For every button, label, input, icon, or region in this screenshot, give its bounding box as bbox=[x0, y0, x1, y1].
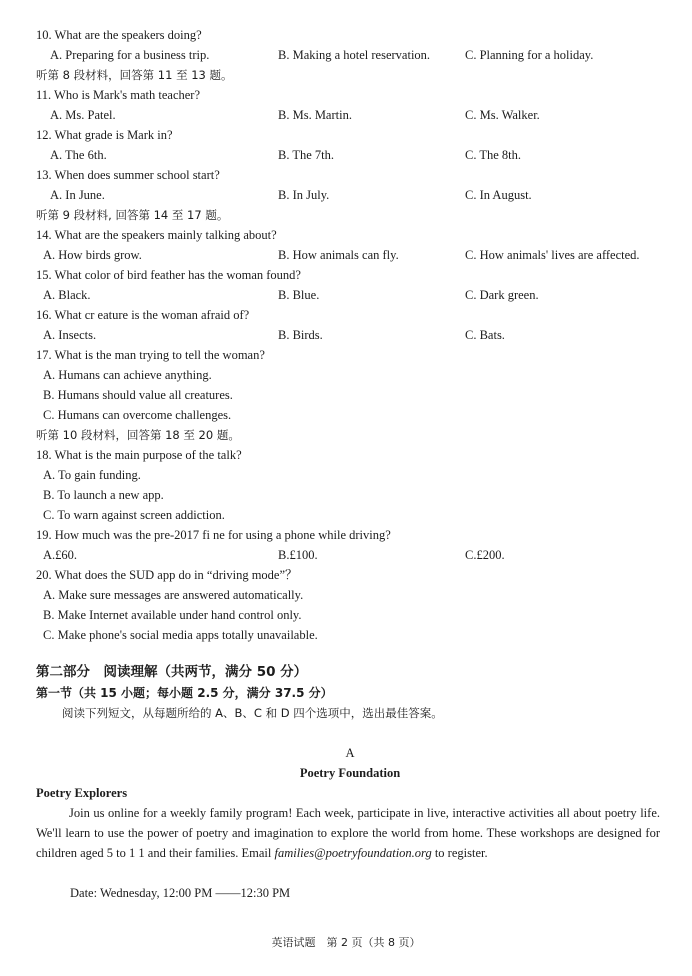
question-text: 17. What is the man trying to tell the woman? bbox=[36, 348, 265, 362]
email-address: families@poetryfoundation.org bbox=[274, 846, 432, 860]
option-c: C. How animals' lives are affected. bbox=[465, 248, 640, 262]
option-c: C.£200. bbox=[465, 548, 505, 562]
option-a: A. Insects. bbox=[43, 328, 97, 342]
option-c: C. Planning for a holiday. bbox=[465, 48, 594, 62]
option-b: B.£100. bbox=[278, 548, 318, 562]
option-b: B. Ms. Martin. bbox=[278, 108, 352, 122]
option-b: B. How animals can fly. bbox=[278, 248, 399, 262]
question-10-options bbox=[0, 45, 692, 65]
question-11 bbox=[0, 85, 692, 105]
passage-date: Date: Wednesday, 12:00 PM ——12:30 PM bbox=[70, 886, 291, 900]
option-b: B. Blue. bbox=[278, 288, 320, 302]
question-text: 20. What does the SUD app do in “driving mode”？ bbox=[36, 568, 298, 582]
listening-instruction-9: 听第 9 段材料, 回答第 14 至 17 题。 bbox=[36, 208, 229, 222]
option-a: A. Preparing for a business trip. bbox=[50, 48, 210, 62]
question-17-option-a: A. Humans can achieve anything. bbox=[43, 368, 212, 382]
question-text: 19. How much was the pre-2017 fi ne for using a phone while driving? bbox=[36, 528, 391, 542]
question-19 bbox=[0, 525, 692, 545]
question-17-option-b: B. Humans should value all creatures. bbox=[43, 388, 233, 402]
option-c: C. Dark green. bbox=[465, 288, 539, 302]
question-20-option-a: A. Make sure messages are answered automatically. bbox=[43, 588, 304, 602]
question-text: 14. What are the speakers mainly talking about? bbox=[36, 228, 277, 242]
question-15-options bbox=[0, 285, 692, 305]
question-14-options bbox=[0, 245, 692, 265]
question-15 bbox=[0, 265, 692, 285]
question-13 bbox=[0, 165, 692, 185]
question-16-options bbox=[0, 325, 692, 345]
option-a: A. Black. bbox=[43, 288, 91, 302]
question-17 bbox=[0, 345, 692, 365]
question-20-option-b: B. Make Internet available under hand control only. bbox=[43, 608, 302, 622]
option-a: A. The 6th. bbox=[50, 148, 107, 162]
question-12-options bbox=[0, 145, 692, 165]
option-c: C. The 8th. bbox=[465, 148, 522, 162]
page-footer: 英语试题 第 2 页（共 8 页） bbox=[271, 936, 421, 949]
passage-title: Poetry Foundation bbox=[299, 766, 401, 780]
question-text: 16. What cr eature is the woman afraid of? bbox=[36, 308, 250, 322]
question-text: 11. Who is Mark's math teacher? bbox=[36, 88, 201, 102]
option-a: A. In June. bbox=[50, 188, 105, 202]
listening-instruction-8: 听第 8 段材料，回答第 11 至 13 题。 bbox=[36, 68, 233, 82]
question-18 bbox=[0, 445, 692, 465]
question-text: 18. What is the main purpose of the talk? bbox=[36, 448, 242, 462]
question-11-options bbox=[0, 105, 692, 125]
question-18-option-b: B. To launch a new app. bbox=[43, 488, 164, 502]
option-b: B. The 7th. bbox=[278, 148, 335, 162]
question-text: 13. When does summer school start? bbox=[36, 168, 220, 182]
question-text: 15. What color of bird feather has the woman found? bbox=[36, 268, 301, 282]
question-17-option-c: C. Humans can overcome challenges. bbox=[43, 408, 232, 422]
option-b: B. Making a hotel reservation. bbox=[278, 48, 431, 62]
option-c: C. In August. bbox=[465, 188, 532, 202]
question-18-option-a: A. To gain funding. bbox=[43, 468, 141, 482]
question-12 bbox=[0, 125, 692, 145]
question-16 bbox=[0, 305, 692, 325]
reading-instruction: 阅读下列短文，从每题所给的 A、B、C 和 D 四个选项中，选出最佳答案。 bbox=[62, 706, 443, 720]
option-a: A. How birds grow. bbox=[43, 248, 142, 262]
passage-letter: A bbox=[345, 746, 355, 760]
question-text: 12. What grade is Mark in? bbox=[36, 128, 173, 142]
question-14 bbox=[0, 225, 692, 245]
passage-subheading: Poetry Explorers bbox=[36, 786, 128, 800]
question-18-option-c: C. To warn against screen addiction. bbox=[43, 508, 225, 522]
option-b: B. In July. bbox=[278, 188, 330, 202]
question-text: 10. What are the speakers doing? bbox=[36, 28, 202, 42]
section-one-title: 第一节（共 15 小题；每小题 2.5 分，满分 37.5 分） bbox=[36, 686, 333, 700]
part-two-title: 第二部分 阅读理解（共两节，满分 50 分） bbox=[36, 664, 308, 680]
question-10 bbox=[0, 25, 692, 45]
option-a: A.£60. bbox=[43, 548, 78, 562]
option-c: C. Ms. Walker. bbox=[465, 108, 540, 122]
question-19-options bbox=[0, 545, 692, 565]
question-20 bbox=[0, 565, 692, 585]
question-20-option-c: C. Make phone's social media apps totally unavailable. bbox=[43, 628, 318, 642]
option-c: C. Bats. bbox=[465, 328, 505, 342]
option-b: B. Birds. bbox=[278, 328, 323, 342]
question-13-options bbox=[0, 185, 692, 205]
passage-paragraph: Join us online for a weekly family program! Each week, participate in live, interactive activities all about poetry life. We'll learn to use the power of poetry and imagination to explore the world from home. These workshops are designed for children aged 5 to 1 1 and their families. Email families@poetryfoundation.org to register. bbox=[36, 806, 660, 860]
listening-instruction-10: 听第 10 段材料，回答第 18 至 20 题。 bbox=[36, 428, 240, 442]
option-a: A. Ms. Patel. bbox=[50, 108, 116, 122]
